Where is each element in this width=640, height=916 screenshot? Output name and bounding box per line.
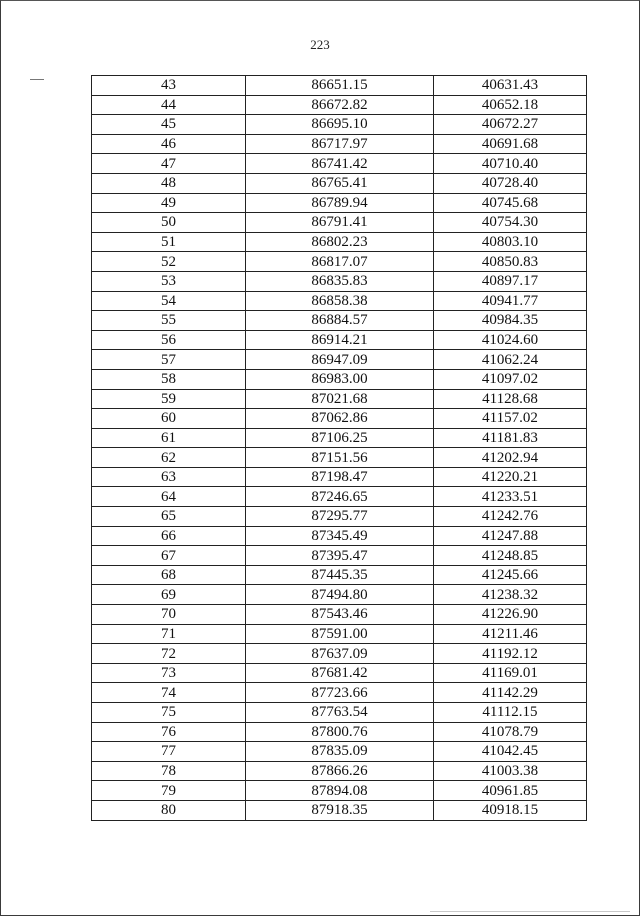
point-number-cell: 80 <box>92 800 246 820</box>
table-row <box>92 624 587 644</box>
x-coordinate-cell: 87062.86 <box>246 409 434 429</box>
table-row <box>92 663 587 683</box>
point-number-cell: 66 <box>92 526 246 546</box>
table-row <box>92 330 587 350</box>
point-number-cell: 71 <box>92 624 246 644</box>
y-coordinate-cell: 41128.68 <box>434 389 587 409</box>
x-coordinate-cell: 87866.26 <box>246 761 434 781</box>
table-row <box>92 781 587 801</box>
x-coordinate-cell: 87295.77 <box>246 507 434 527</box>
y-coordinate-cell: 41245.66 <box>434 565 587 585</box>
y-coordinate-cell: 40984.35 <box>434 311 587 331</box>
x-coordinate-cell: 87723.66 <box>246 683 434 703</box>
table-row <box>92 350 587 370</box>
y-coordinate-cell: 41202.94 <box>434 448 587 468</box>
y-coordinate-cell: 41220.21 <box>434 467 587 487</box>
y-coordinate-cell: 41003.38 <box>434 761 587 781</box>
y-coordinate-cell: 40652.18 <box>434 95 587 115</box>
point-number-cell: 68 <box>92 565 246 585</box>
x-coordinate-cell: 87681.42 <box>246 663 434 683</box>
point-number-cell: 51 <box>92 232 246 252</box>
x-coordinate-cell: 86947.09 <box>246 350 434 370</box>
y-coordinate-cell: 40961.85 <box>434 781 587 801</box>
table-row <box>92 683 587 703</box>
y-coordinate-cell: 41242.76 <box>434 507 587 527</box>
table-row <box>92 605 587 625</box>
y-coordinate-cell: 41247.88 <box>434 526 587 546</box>
margin-mark <box>30 79 44 80</box>
table-row <box>92 252 587 272</box>
y-coordinate-cell: 41024.60 <box>434 330 587 350</box>
table-row <box>92 644 587 664</box>
point-number-cell: 52 <box>92 252 246 272</box>
x-coordinate-cell: 86835.83 <box>246 271 434 291</box>
point-number-cell: 73 <box>92 663 246 683</box>
y-coordinate-cell: 41097.02 <box>434 369 587 389</box>
point-number-cell: 55 <box>92 311 246 331</box>
y-coordinate-cell: 41157.02 <box>434 409 587 429</box>
y-coordinate-cell: 40897.17 <box>434 271 587 291</box>
table-row <box>92 409 587 429</box>
point-number-cell: 62 <box>92 448 246 468</box>
point-number-cell: 72 <box>92 644 246 664</box>
y-coordinate-cell: 41226.90 <box>434 605 587 625</box>
y-coordinate-cell: 41042.45 <box>434 742 587 762</box>
x-coordinate-cell: 87106.25 <box>246 428 434 448</box>
point-number-cell: 67 <box>92 546 246 566</box>
x-coordinate-cell: 87763.54 <box>246 703 434 723</box>
x-coordinate-cell: 87246.65 <box>246 487 434 507</box>
table-row <box>92 742 587 762</box>
x-coordinate-cell: 86817.07 <box>246 252 434 272</box>
x-coordinate-cell: 86789.94 <box>246 193 434 213</box>
point-number-cell: 53 <box>92 271 246 291</box>
y-coordinate-cell: 41078.79 <box>434 722 587 742</box>
point-number-cell: 57 <box>92 350 246 370</box>
x-coordinate-cell: 86717.97 <box>246 134 434 154</box>
table-row <box>92 800 587 820</box>
y-coordinate-cell: 41112.15 <box>434 703 587 723</box>
y-coordinate-cell: 41248.85 <box>434 546 587 566</box>
point-number-cell: 74 <box>92 683 246 703</box>
table-row <box>92 95 587 115</box>
table-row <box>92 761 587 781</box>
point-number-cell: 49 <box>92 193 246 213</box>
x-coordinate-cell: 87198.47 <box>246 467 434 487</box>
x-coordinate-cell: 86791.41 <box>246 213 434 233</box>
y-coordinate-cell: 40672.27 <box>434 115 587 135</box>
table-row <box>92 467 587 487</box>
table-row <box>92 546 587 566</box>
x-coordinate-cell: 87395.47 <box>246 546 434 566</box>
point-number-cell: 70 <box>92 605 246 625</box>
x-coordinate-cell: 87543.46 <box>246 605 434 625</box>
point-number-cell: 54 <box>92 291 246 311</box>
page-number: 223 <box>310 37 330 52</box>
x-coordinate-cell: 87800.76 <box>246 722 434 742</box>
y-coordinate-cell: 40850.83 <box>434 252 587 272</box>
table-row <box>92 389 587 409</box>
x-coordinate-cell: 87151.56 <box>246 448 434 468</box>
x-coordinate-cell: 87894.08 <box>246 781 434 801</box>
table-row <box>92 76 587 96</box>
table-row <box>92 703 587 723</box>
point-number-cell: 65 <box>92 507 246 527</box>
point-number-cell: 45 <box>92 115 246 135</box>
point-number-cell: 60 <box>92 409 246 429</box>
x-coordinate-cell: 87021.68 <box>246 389 434 409</box>
point-number-cell: 59 <box>92 389 246 409</box>
x-coordinate-cell: 87494.80 <box>246 585 434 605</box>
y-coordinate-cell: 40941.77 <box>434 291 587 311</box>
y-coordinate-cell: 41142.29 <box>434 683 587 703</box>
x-coordinate-cell: 87918.35 <box>246 800 434 820</box>
x-coordinate-cell: 86651.15 <box>246 76 434 96</box>
point-number-cell: 46 <box>92 134 246 154</box>
x-coordinate-cell: 86858.38 <box>246 291 434 311</box>
table-row <box>92 507 587 527</box>
table-row <box>92 154 587 174</box>
x-coordinate-cell: 87345.49 <box>246 526 434 546</box>
table-row <box>92 585 587 605</box>
y-coordinate-cell: 40691.68 <box>434 134 587 154</box>
table-row <box>92 232 587 252</box>
table-row <box>92 526 587 546</box>
point-number-cell: 44 <box>92 95 246 115</box>
y-coordinate-cell: 41062.24 <box>434 350 587 370</box>
table-row <box>92 369 587 389</box>
table-row <box>92 565 587 585</box>
y-coordinate-cell: 41211.46 <box>434 624 587 644</box>
point-number-cell: 78 <box>92 761 246 781</box>
y-coordinate-cell: 41233.51 <box>434 487 587 507</box>
x-coordinate-cell: 86983.00 <box>246 369 434 389</box>
y-coordinate-cell: 40745.68 <box>434 193 587 213</box>
point-number-cell: 69 <box>92 585 246 605</box>
x-coordinate-cell: 87637.09 <box>246 644 434 664</box>
point-number-cell: 58 <box>92 369 246 389</box>
coordinates-table-body <box>92 76 587 821</box>
point-number-cell: 48 <box>92 173 246 193</box>
table-row <box>92 213 587 233</box>
x-coordinate-cell: 86741.42 <box>246 154 434 174</box>
x-coordinate-cell: 86672.82 <box>246 95 434 115</box>
y-coordinate-cell: 41169.01 <box>434 663 587 683</box>
bottom-rule <box>430 911 630 912</box>
table-row <box>92 311 587 331</box>
point-number-cell: 47 <box>92 154 246 174</box>
x-coordinate-cell: 86802.23 <box>246 232 434 252</box>
point-number-cell: 64 <box>92 487 246 507</box>
point-number-cell: 79 <box>92 781 246 801</box>
table-row <box>92 428 587 448</box>
y-coordinate-cell: 40803.10 <box>434 232 587 252</box>
table-row <box>92 487 587 507</box>
table-row <box>92 271 587 291</box>
table-row <box>92 291 587 311</box>
point-number-cell: 61 <box>92 428 246 448</box>
table-row <box>92 115 587 135</box>
point-number-cell: 75 <box>92 703 246 723</box>
y-coordinate-cell: 41238.32 <box>434 585 587 605</box>
y-coordinate-cell: 40728.40 <box>434 173 587 193</box>
y-coordinate-cell: 40918.15 <box>434 800 587 820</box>
point-number-cell: 77 <box>92 742 246 762</box>
y-coordinate-cell: 41181.83 <box>434 428 587 448</box>
x-coordinate-cell: 87445.35 <box>246 565 434 585</box>
x-coordinate-cell: 86914.21 <box>246 330 434 350</box>
coordinates-table <box>91 75 587 821</box>
table-row <box>92 448 587 468</box>
x-coordinate-cell: 86695.10 <box>246 115 434 135</box>
y-coordinate-cell: 40710.40 <box>434 154 587 174</box>
y-coordinate-cell: 40631.43 <box>434 76 587 96</box>
point-number-cell: 63 <box>92 467 246 487</box>
y-coordinate-cell: 41192.12 <box>434 644 587 664</box>
table-row <box>92 193 587 213</box>
x-coordinate-cell: 86765.41 <box>246 173 434 193</box>
y-coordinate-cell: 40754.30 <box>434 213 587 233</box>
x-coordinate-cell: 86884.57 <box>246 311 434 331</box>
table-row <box>92 722 587 742</box>
x-coordinate-cell: 87835.09 <box>246 742 434 762</box>
x-coordinate-cell: 87591.00 <box>246 624 434 644</box>
point-number-cell: 50 <box>92 213 246 233</box>
point-number-cell: 56 <box>92 330 246 350</box>
point-number-cell: 43 <box>92 76 246 96</box>
table-row <box>92 173 587 193</box>
point-number-cell: 76 <box>92 722 246 742</box>
table-row <box>92 134 587 154</box>
